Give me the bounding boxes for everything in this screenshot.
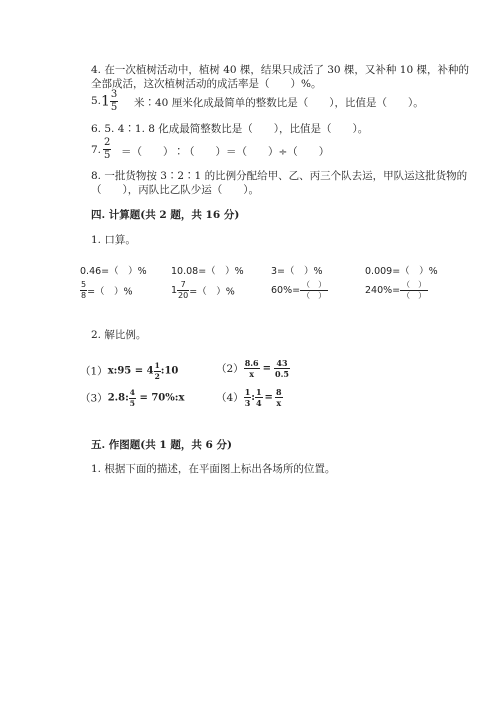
- q5-mixed-number: [101, 90, 118, 113]
- q7-text: ＝（ ）∶（ ）＝（ ）÷（ ）: [121, 146, 330, 158]
- p2-left-den: x: [249, 369, 255, 379]
- calc-6-rest: =（ ）%: [189, 286, 235, 298]
- calc-4: 0.009=（ ）%: [365, 266, 438, 277]
- proportion-3: [80, 389, 184, 407]
- p2-right-num: 43: [274, 359, 290, 369]
- p4-b-num: 1: [255, 387, 262, 397]
- p3-label: （3）: [80, 392, 108, 405]
- q7-fraction: [103, 138, 111, 161]
- calc-5-den: 8: [81, 291, 87, 300]
- section4-title: 四. 计算题(共 2 题，共 16 分): [91, 209, 240, 221]
- calc-3: 3=（ ）%: [271, 266, 323, 277]
- calc-5-rest: =（ ）%: [87, 286, 133, 298]
- p2-left-num: 8.6: [244, 358, 259, 368]
- calc-7-left: 60%=: [271, 285, 301, 296]
- p1-right: :10: [160, 365, 179, 377]
- proportion-1: [80, 362, 178, 380]
- calc-5-num: 5: [81, 280, 87, 289]
- p1-label: （1）: [80, 365, 108, 378]
- p3-left: 2.8:: [107, 392, 129, 404]
- q5-num: 3: [110, 89, 118, 100]
- section4-sub1: 1. 口算。: [91, 234, 136, 246]
- calc-8: [365, 281, 428, 300]
- q7-den: 5: [104, 150, 111, 161]
- q5-den: 5: [110, 102, 118, 113]
- p4-b-den: 4: [255, 398, 262, 408]
- calc-7: [271, 281, 328, 300]
- p4-a-den: 3: [244, 398, 251, 408]
- q6-text: 6. 5. 4∶1. 8 化成最简整数比是（ ），比值是（ ）。: [91, 123, 369, 135]
- q5-fraction: [110, 90, 118, 113]
- p4-c-den: x: [276, 398, 282, 408]
- calc-6-den: 20: [178, 291, 189, 300]
- p4-eq: =: [264, 392, 273, 403]
- p1-den: 2: [154, 371, 160, 381]
- calc-7-den: （ ）: [302, 291, 327, 300]
- q7-num: 2: [104, 137, 111, 148]
- calc-1: 0.46=（ ）%: [80, 266, 147, 277]
- proportion-4: [216, 388, 283, 407]
- section5-sub1: 1. 根据下面的描述，在平面图上标出各场所的位置。: [91, 463, 336, 475]
- calc-8-num: （ ）: [402, 280, 427, 289]
- p3-den: 5: [129, 398, 135, 408]
- section4-sub2: 2. 解比例。: [91, 329, 147, 341]
- p4-label: （4）: [216, 392, 244, 404]
- p2-eq: =: [262, 363, 271, 374]
- calc-6: [171, 281, 235, 300]
- section5-title: 五. 作图题(共 1 题，共 6 分): [91, 439, 232, 451]
- calc-7-num: （ ）: [302, 280, 327, 289]
- q5-text: 米∶40 厘米化成最简单的整数比是（ ），比值是（ ）。: [134, 97, 424, 109]
- q8-line1: 8. 一批货物按 3∶2∶1 的比例分配给甲、乙、丙三个队去运，甲队运这批货物的: [91, 170, 468, 182]
- calc-6-whole: 1: [171, 285, 178, 296]
- q5-whole: 1: [101, 93, 110, 110]
- p1-left: x:95 = 4: [107, 365, 154, 377]
- proportion-2: [216, 359, 290, 378]
- calc-8-den: （ ）: [402, 291, 427, 300]
- p4-c-num: 8: [275, 387, 282, 397]
- calc-5: [80, 281, 133, 300]
- p1-num: 1: [154, 361, 160, 370]
- p4-a-num: 1: [244, 387, 251, 397]
- calc-6-num: 7: [177, 281, 189, 291]
- p2-right-den: 0.5: [275, 369, 289, 379]
- p4-colon: :: [251, 392, 255, 403]
- q7-number: 7.: [91, 144, 102, 156]
- p3-num: 4: [129, 388, 135, 397]
- p2-label: （2）: [216, 363, 244, 375]
- q5-number: 5.: [91, 95, 102, 107]
- q4-line2: 全部成活，这次植树活动的成活率是（ ）%。: [91, 78, 322, 90]
- q8-line2: （ ），丙队比乙队少运（ ）。: [91, 184, 259, 196]
- p3-right: = 70%:x: [136, 392, 185, 404]
- calc-2: 10.08=（ ）%: [171, 266, 244, 277]
- calc-8-left: 240%=: [365, 285, 401, 296]
- q4-line1: 4. 在一次植树活动中，植树 40 棵，结果只成活了 30 棵，又补种 10 棵，补种的: [91, 64, 469, 76]
